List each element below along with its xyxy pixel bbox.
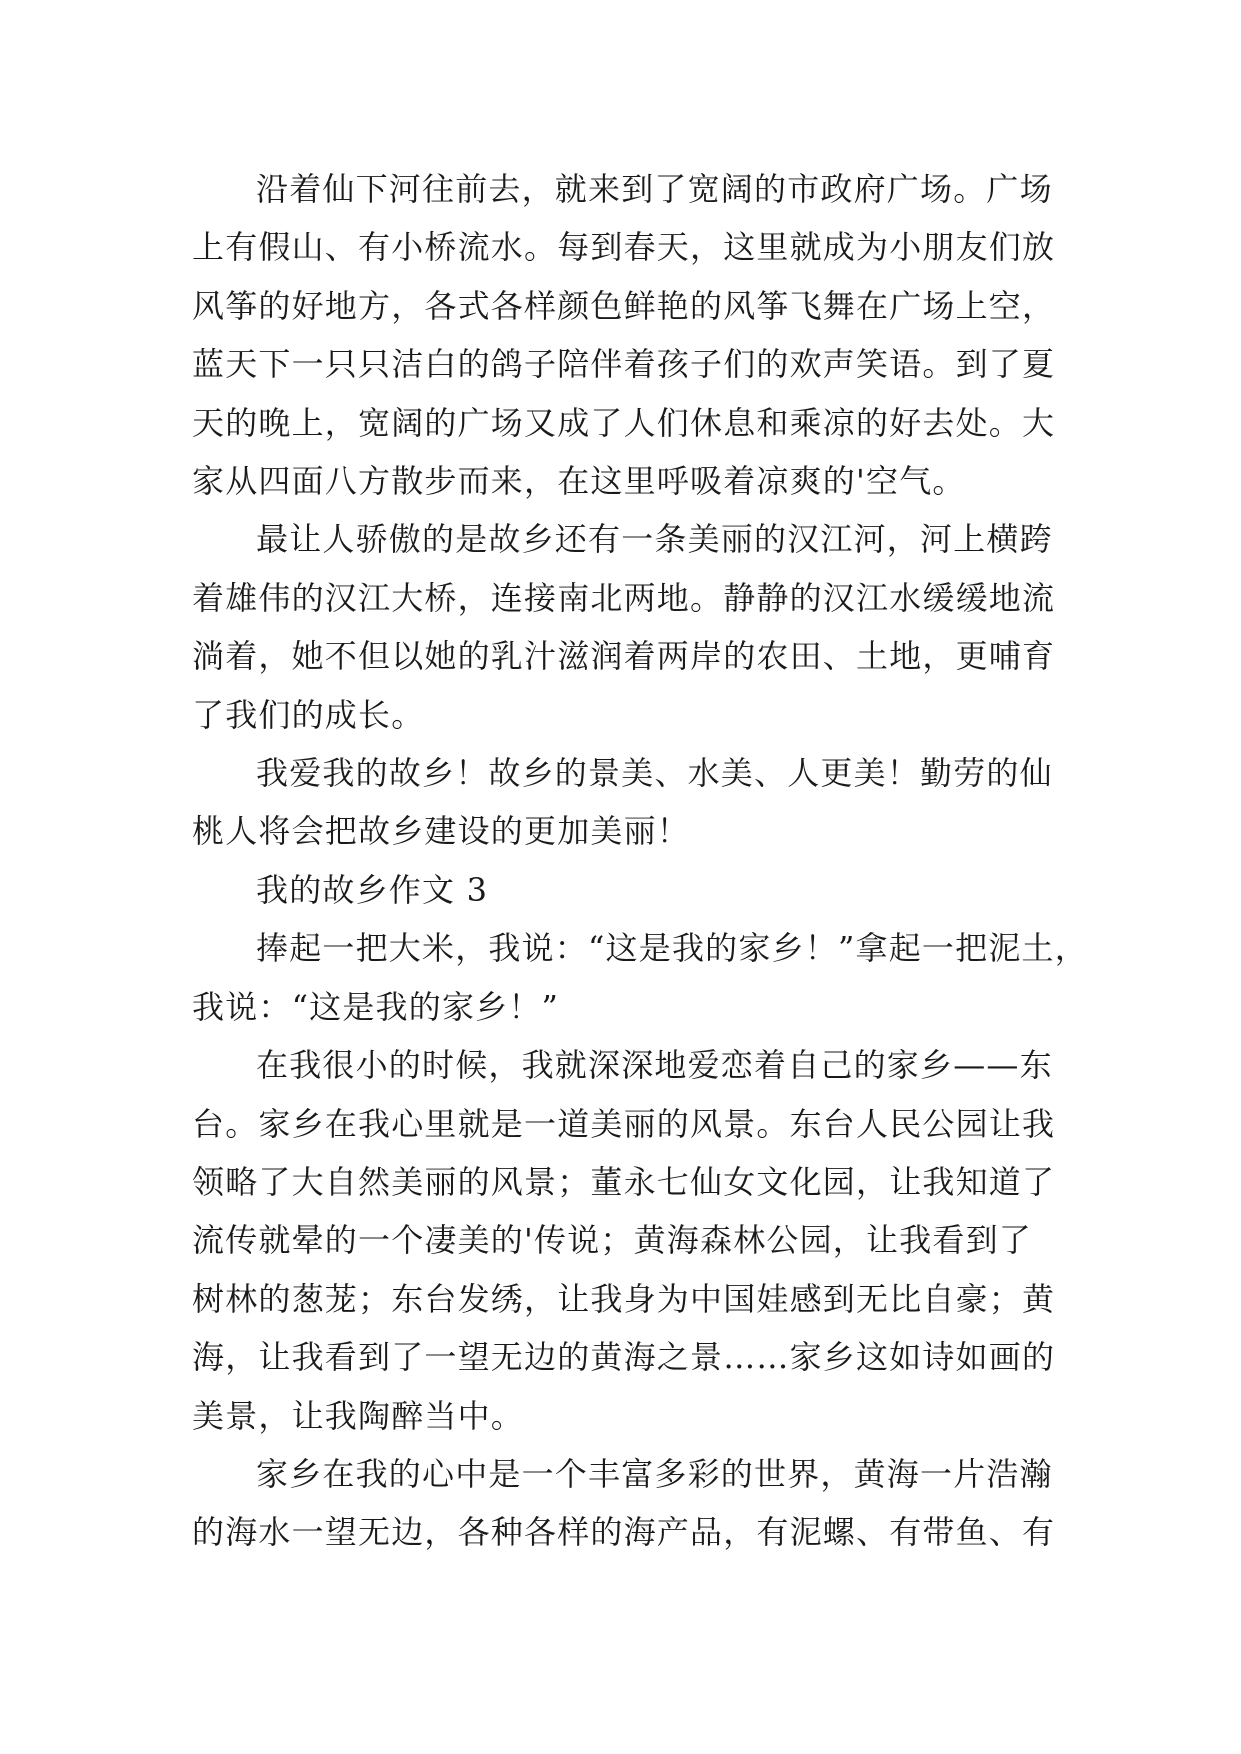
text-line: 蓝天下一只只洁白的鸽子陪伴着孩子们的欢声笑语。到了夏 <box>192 345 1056 384</box>
text-line: 沿着仙下河往前去，就来到了宽阔的市政府广场。广场 <box>256 170 1053 208</box>
text-line: 淌着，她不但以她的乳汁滋润着两岸的农田、土地，更哺育 <box>192 637 1056 676</box>
section-heading <box>192 861 1072 919</box>
text-line: 家乡在我的心中是一个丰富多彩的世界，黄海一片浩瀚 <box>256 1454 1053 1493</box>
text-line: 的海水一望无边，各种各样的海产品，有泥螺、有带鱼、有 <box>192 1513 1056 1552</box>
text-line: 上有假山、有小桥流水。每到春天，这里就成为小朋友们放 <box>192 228 1056 267</box>
text-line: 天的晚上，宽阔的广场又成了人们休息和乘凉的好去处。大 <box>192 403 1056 442</box>
text-line: 树林的葱茏；东台发绣，让我身为中国娃感到无比自豪；黄 <box>192 1279 1056 1318</box>
text-line: 在我很小的时候，我就深深地爱恋着自己的家乡——东 <box>256 1046 1053 1085</box>
text-line: 我爱我的故乡！故乡的景美、水美、人更美！勤劳的仙 <box>256 754 1053 793</box>
document-body <box>192 160 1088 1562</box>
text-line: 最让人骄傲的是故乡还有一条美丽的汉江河，河上横跨 <box>256 520 1053 559</box>
paragraph-rice-soil <box>192 919 1088 1036</box>
paragraph-plaza <box>192 160 1072 510</box>
paragraph-love-hometown <box>192 744 1072 861</box>
text-line: 领略了大自然美丽的风景；董永七仙女文化园，让我知道了 <box>192 1162 1056 1201</box>
paragraph-colorful-world <box>192 1445 1072 1562</box>
essay-title: 我的故乡作文 3 <box>256 870 489 909</box>
text-line: 美景，让我陶醉当中。 <box>192 1396 525 1435</box>
text-line: 海，让我看到了一望无边的黄海之景……家乡这如诗如画的 <box>192 1338 1056 1377</box>
text-line: 台。家乡在我心里就是一道美丽的风景。东台人民公园让我 <box>192 1104 1056 1143</box>
text-line: 了我们的成长。 <box>192 695 425 734</box>
text-line: 捧起一把大米，我说：“这是我的家乡！”拿起一把泥土， <box>256 929 1088 968</box>
text-line: 家从四面八方散步而来，在这里呼吸着凉爽的'空气。 <box>192 462 966 501</box>
text-line: 桃人将会把故乡建设的更加美丽！ <box>192 812 691 851</box>
paragraph-hanjiang <box>192 510 1072 744</box>
text-line: 我说：“这是我的家乡！” <box>192 987 560 1026</box>
paragraph-dongtai <box>192 1036 1072 1445</box>
text-line: 着雄伟的汉江大桥，连接南北两地。静静的汉江水缓缓地流 <box>192 578 1056 617</box>
text-line: 风筝的好地方，各式各样颜色鲜艳的风筝飞舞在广场上空， <box>192 286 1056 325</box>
text-line: 流传就晕的一个凄美的'传说；黄海森林公园，让我看到了 <box>192 1221 1032 1260</box>
